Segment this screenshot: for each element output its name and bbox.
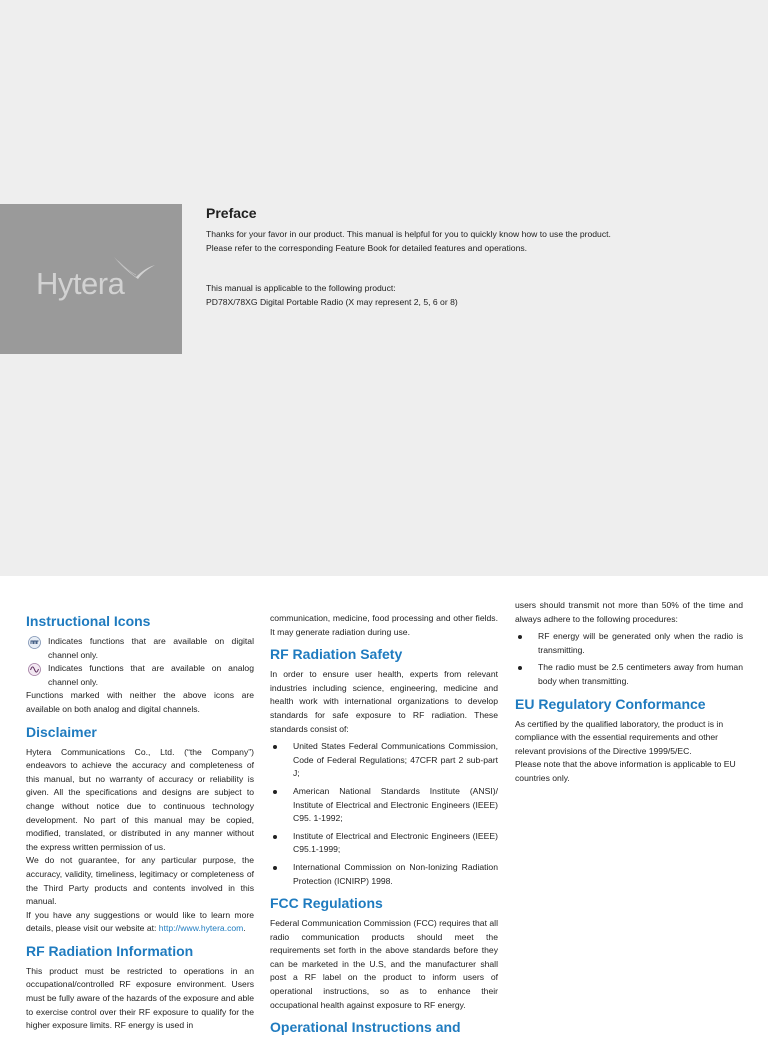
analog-icon-row: [26, 662, 254, 689]
list-item: American National Standards Institute (ANSI)/ Institute of Electrical and Electronic Engineers (IEEE) C95. 1-1992;: [270, 785, 498, 826]
heading-eu-conformance: EU Regulatory Conformance: [515, 695, 706, 712]
column-2: [270, 612, 498, 1041]
heading-fcc: FCC Regulations: [270, 895, 383, 912]
analog-icon-text: Indicates functions that are available on analog channel only.: [48, 663, 254, 687]
heading-disclaimer: Disclaimer: [26, 723, 97, 740]
list-item: Institute of Electrical and Electronic Engineers (IEEE) C95.1-1999;: [270, 830, 498, 857]
list-item: The radio must be 2.5 centimeters away from human body when transmitting.: [515, 661, 743, 688]
preface-product: PD78X/78XG Digital Portable Radio (X may represent 2, 5, 6 or 8): [206, 296, 458, 307]
preface-paragraph: Thanks for your favor in our product. This manual is helpful for you to quickly know how to use the product. Please refer to the corresponding Feature Book for detailed features and operations.: [206, 229, 611, 253]
heading-rf-safety: RF Radiation Safety: [270, 646, 403, 663]
col3-continuation: users should transmit not more than 50% of the time and always adhere to the following procedures:: [515, 600, 743, 624]
wing-icon: [112, 255, 156, 285]
disclaimer-p2: We do not guarantee, for any particular purpose, the accuracy, validity, timeliness, legitimacy or completeness of the Third Party products and contents involved in this manual.: [26, 855, 254, 907]
standards-list: [270, 740, 498, 888]
list-item: RF energy will be generated only when the radio is transmitting.: [515, 630, 743, 657]
rf-safety-p1: In order to ensure user health, experts from relevant industries including science, engineering, medicine and health work with international organizations to develop standards for safe exposure to RF radiation. These standards consist of:: [270, 669, 498, 734]
eu-p1: As certified by the qualified laboratory, the product is in compliance with the essential requirements and other relevant provisions of the Directive 1999/5/EC.: [515, 718, 724, 756]
digital-icon-row: [26, 635, 254, 662]
rf-info-p1: This product must be restricted to operations in an occupational/controlled RF exposure environment. Users must be fully aware of the hazards of the exposure and able to exercise control over their RF exposure to qualify for the higher exposure limits. RF energy is used in: [26, 965, 254, 1031]
list-item: International Commission on Non-Ionizing Radiation Protection (ICNIRP) 1998.: [270, 861, 498, 888]
heading-rf-information: RF Radiation Information: [26, 942, 194, 959]
procedures-list: [515, 630, 743, 688]
content-page: [0, 576, 768, 1036]
analog-channel-icon: [28, 663, 41, 676]
heading-operational-instructions: Operational Instructions and: [270, 1019, 461, 1036]
disclaimer-p3-text: If you have any suggestions or would like to learn more details, please visit our website at:: [26, 909, 254, 934]
col2-continuation: communication, medicine, food processing and other fields. It may generate radiation during use.: [270, 613, 498, 637]
heading-instructional-icons: Instructional Icons: [26, 613, 151, 629]
disclaimer-p3-end: .: [243, 923, 246, 934]
column-1: [26, 612, 254, 1033]
fcc-p1: Federal Communication Commission (FCC) requires that all radio communication products should meet the requirements set forth in the above standards before they can be marketed in the U.S, and the manufacturer shall post a RF label on the product to inform users of operational instructions, so as to enhance their occupational health against exposure to RF energy.: [270, 918, 498, 1010]
eu-p2: Please note that the above information is applicable to EU countries only.: [515, 759, 736, 783]
hytera-logo: Hytera: [36, 266, 125, 301]
website-link[interactable]: http://www.hytera.com: [158, 923, 244, 934]
preface-applicable: This manual is applicable to the following product:: [206, 283, 396, 293]
icons-note: Functions marked with neither the above icons are available on both analog and digital channels.: [26, 690, 254, 714]
disclaimer-p3: [26, 909, 254, 936]
preface-body: [206, 228, 626, 309]
digital-icon-text: Indicates functions that are available on digital channel only.: [48, 636, 254, 660]
list-item: United States Federal Communications Commission, Code of Federal Regulations; 47CFR part 2 sub-part J;: [270, 740, 498, 781]
digital-channel-icon: [28, 636, 41, 649]
disclaimer-p1: Hytera Communications Co., Ltd. (“the Company”) endeavors to achieve the accuracy and completeness of this manual, but no warranty of accuracy or reliability is given. All the specifications and designs are subject to change without notice due to continuous technology development. No part of this manual may be copied, modified, translated, or distributed in any manner without the express written permission of us.: [26, 746, 254, 852]
column-3: [515, 600, 743, 786]
preface-title: Preface: [206, 205, 257, 221]
